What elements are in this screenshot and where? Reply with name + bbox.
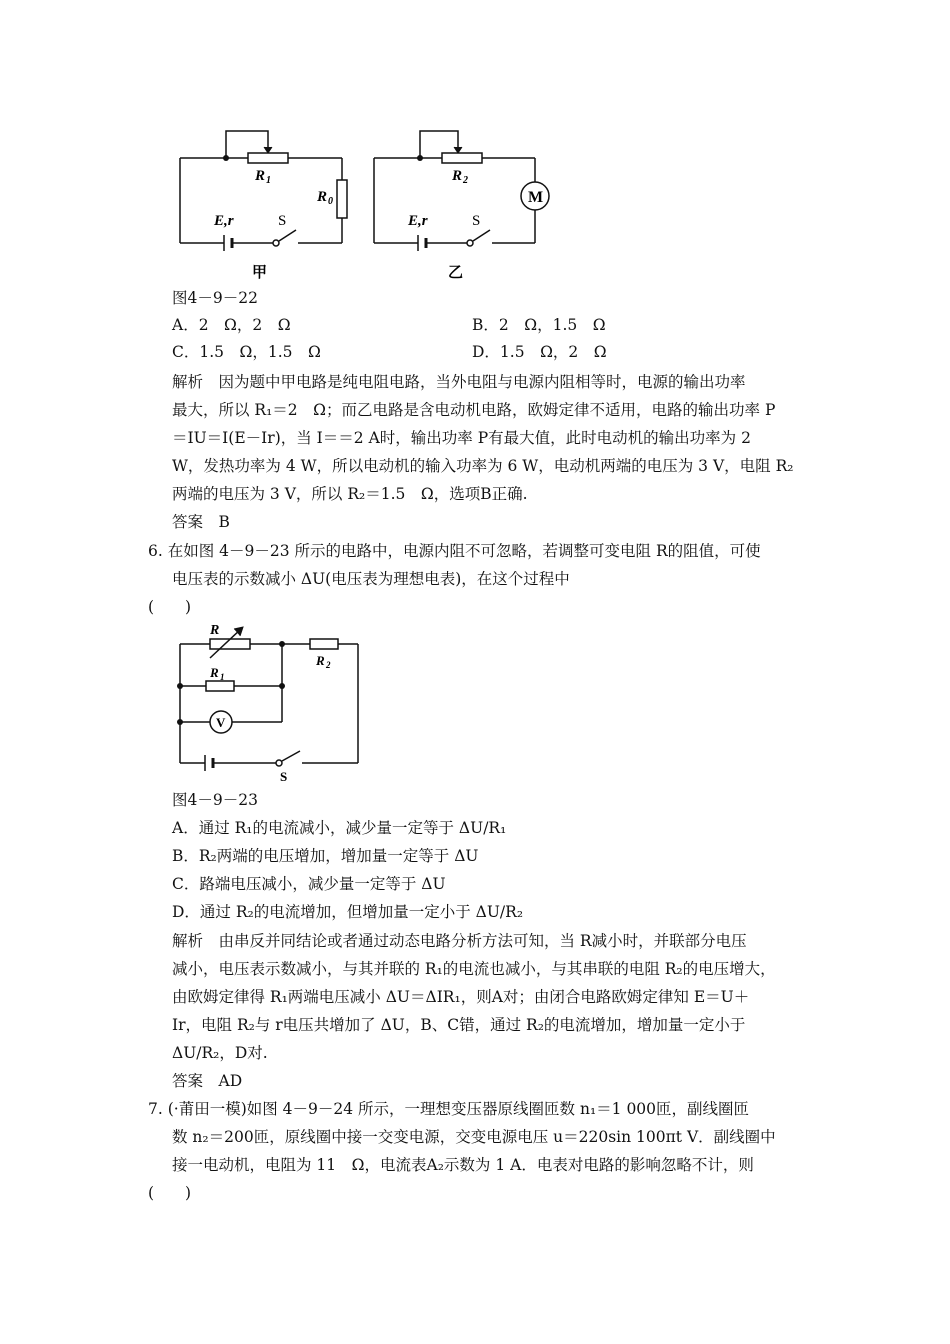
option-d: D．通过 R₂的电流增加，但增加量一定小于 ΔU/R₂ <box>172 903 524 921</box>
option-a: A．2 Ω，2 Ω <box>172 316 291 334</box>
label-r1-sub: 1 <box>266 175 271 186</box>
label-jia: 甲 <box>252 265 268 281</box>
analysis-line: 解析 由串反并同结论或者通过动态电路分析方法可知，当 R减小时，并联部分电压 <box>172 932 747 950</box>
figure-caption-22: 图4－9－22 <box>172 289 258 307</box>
label-r0: R <box>317 189 328 205</box>
label-r2-sub: 2 <box>326 660 331 670</box>
label-switch: S <box>280 769 288 783</box>
label-r2: R <box>452 168 463 184</box>
question-7-line: 7. (·莆田一模)如图 4－9－24 所示，一理想变压器原线圈匝数 n₁＝1 000匝，副线圈匝 <box>148 1100 750 1118</box>
analysis-line: 两端的电压为 3 V，所以 R₂＝1.5 Ω，选项B正确. <box>172 485 528 503</box>
figure-4-9-23 <box>170 618 370 787</box>
analysis-line: 解析 因为题中甲电路是纯电阻电路，当外电阻与电源内阻相等时，电源的输出功率 <box>172 373 746 391</box>
label-switch-yi: S <box>472 213 481 229</box>
label-yi: 乙 <box>448 265 464 281</box>
label-r1: R <box>255 168 266 184</box>
option-a: A．通过 R₁的电流减小，减少量一定等于 ΔU/R₁ <box>172 819 507 837</box>
analysis-line: 最大，所以 R₁＝2 Ω；而乙电路是含电动机电路，欧姆定律不适用，电路的输出功率 P <box>172 401 776 419</box>
question-6-line: 6. 在如图 4－9－23 所示的电路中，电源内阻不可忽略，若调整可变电阻 R的阻值，可使 <box>148 542 761 560</box>
label-r1: R <box>210 665 219 680</box>
junction-dot <box>223 155 229 161</box>
label-switch-jia: S <box>278 213 287 229</box>
question-7-line: 接一电动机，电阻为 11 Ω，电流表A₂示数为 1 A．电表对电路的影响忽略不计，则 <box>172 1156 754 1174</box>
answer: 答案 AD <box>172 1072 243 1090</box>
analysis-line: Ir，电阻 R₂与 r电压共增加了 ΔU，B、C错，通过 R₂的电流增加，增加量一定小于 <box>172 1016 746 1034</box>
label-r2-sub: 2 <box>463 175 468 186</box>
answer-bracket: ( ) <box>148 1184 192 1202</box>
label-r: R <box>210 623 220 638</box>
option-c: C．1.5 Ω，1.5 Ω <box>172 343 321 361</box>
label-r1-sub: 1 <box>220 672 225 682</box>
label-motor: M <box>528 189 544 206</box>
resistor-r2-shape <box>310 639 338 649</box>
analysis-line: 减小，电压表示数减小，与其并联的 R₁的电流也减小，与其串联的电阻 R₂的电压增大， <box>172 960 776 978</box>
answer-bracket: ( ) <box>148 598 192 616</box>
variable-resistor-r-shape <box>210 639 250 649</box>
label-r0-sub: 0 <box>328 196 333 207</box>
question-6-line: 电压表的示数减小 ΔU(电压表为理想电表)，在这个过程中 <box>172 570 570 588</box>
resistor-r1-shape <box>248 153 288 163</box>
answer: 答案 B <box>172 513 230 531</box>
analysis-line: W，发热功率为 4 W，所以电动机的输入功率为 6 W，电动机两端的电压为 3 V，电阻 R₂ <box>172 457 794 475</box>
option-b: B．R₂两端的电压增加，增加量一定等于 ΔU <box>172 847 479 865</box>
resistor-r2-shape <box>442 153 482 163</box>
option-c: C．路端电压减小，减少量一定等于 ΔU <box>172 875 446 893</box>
analysis-line: 由欧姆定律得 R₁两端电压减小 ΔU＝ΔIR₁，则A对；由闭合电路欧姆定律知 E＝U＋ <box>172 988 750 1006</box>
analysis-line: ＝IU＝I(E－Ir)，当 I＝＝2 A时，输出功率 P有最大值，此时电动机的输出功率为 2 <box>172 429 751 447</box>
option-d: D．1.5 Ω，2 Ω <box>472 343 607 361</box>
circuit-yi <box>374 131 549 251</box>
label-r2: R <box>316 653 325 668</box>
label-voltmeter: V <box>216 715 226 730</box>
label-source-yi: E,r <box>408 213 428 229</box>
question-7-line: 数 n₂＝200匝，原线圈中接一交变电源，交变电源电压 u＝220sin 100πt V．副线圈中 <box>172 1128 776 1146</box>
resistor-r1-shape <box>206 681 234 691</box>
label-source-jia: E,r <box>214 213 234 229</box>
figure-caption-23: 图4－9－23 <box>172 791 258 809</box>
analysis-line: ΔU/R₂，D对. <box>172 1044 268 1062</box>
resistor-r0-shape <box>337 180 347 218</box>
option-b: B．2 Ω，1.5 Ω <box>472 316 606 334</box>
figure-4-9-22 <box>170 125 550 289</box>
